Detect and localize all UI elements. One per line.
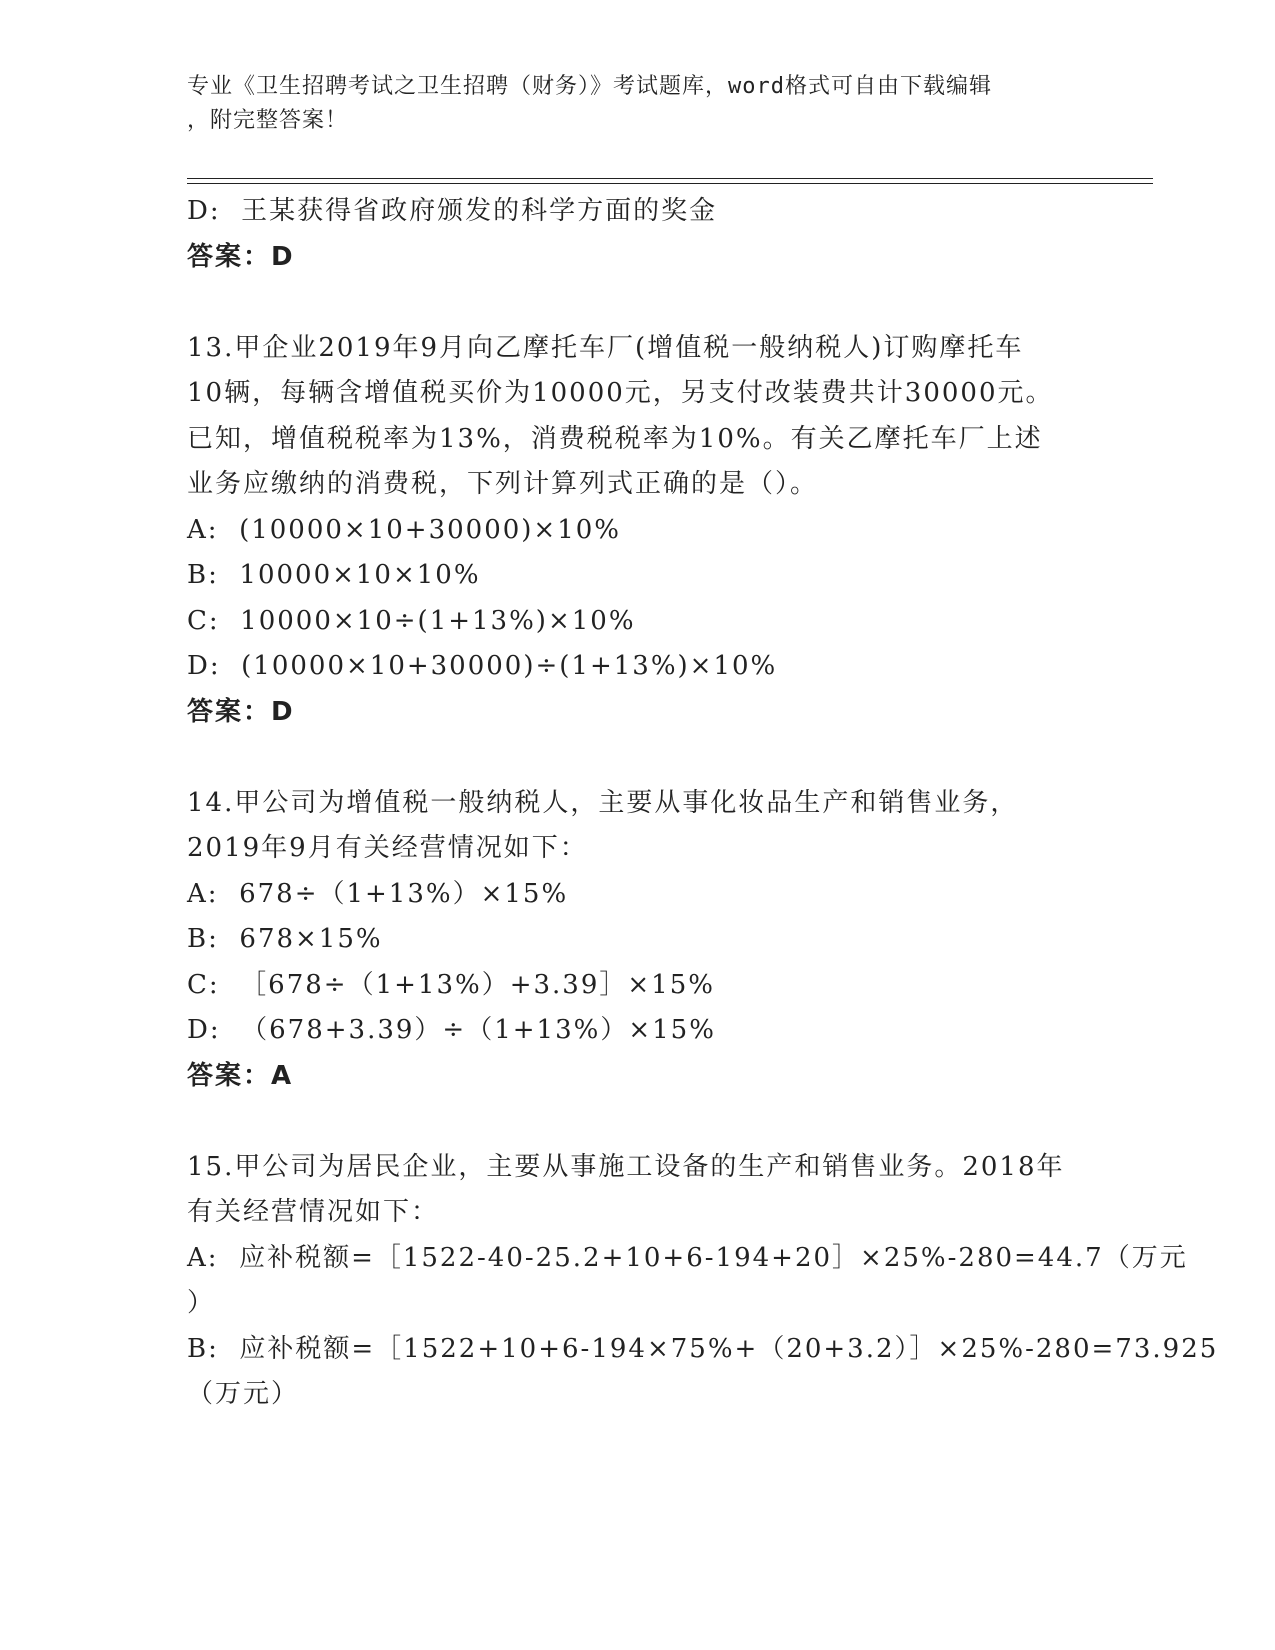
q14-stem-line-2: 2019年9月有关经营情况如下： (187, 833, 588, 863)
q13-stem-line-1: 13.甲企业2019年9月向乙摩托车厂(增值税一般纳税人)订购摩托车 (187, 332, 1024, 363)
header-line-1: 专业《卫生招聘考试之卫生招聘（财务）》考试题库，word格式可自由下载编辑 (187, 74, 992, 99)
q15-option-b: B: 应补税额=［1522+10+6-194×75%+（20+3.2）］×25%-280=73.925 (187, 1333, 1219, 1364)
q13-option-b: B: 10000×10×10% (187, 560, 481, 590)
q14-option-c: C: ［678÷（1+13%）+3.39］×15% (187, 969, 715, 1000)
header-divider-bottom (187, 183, 1153, 184)
q14-stem-line-1: 14.甲公司为增值税一般纳税人，主要从事化妆品生产和销售业务， (187, 787, 1019, 818)
q14-answer: 答案：A (187, 1060, 294, 1091)
q14-option-b: B: 678×15% (187, 924, 383, 954)
q13-option-c: C: 10000×10÷(1+13%)×10% (187, 605, 636, 636)
q15-option-a: A: 应补税额=［1522-40-25.2+10+6-194+20］×25%-280=44.7（万元 (187, 1242, 1188, 1273)
q13-option-a: A: (10000×10+30000)×10% (187, 514, 622, 545)
q12-answer: 答案：D (187, 241, 295, 272)
q14-option-a: A: 678÷（1+13%）×15% (187, 878, 569, 909)
q15-stem-line-1: 15.甲公司为居民企业，主要从事施工设备的生产和销售业务。2018年 (187, 1151, 1065, 1182)
q13-option-d: D: (10000×10+30000)÷(1+13%)×10% (187, 651, 778, 681)
q12-option-d: D: 王某获得省政府颁发的科学方面的奖金 (187, 196, 718, 226)
q15-option-a-cont: ） (187, 1288, 216, 1318)
q15-stem-line-2: 有关经营情况如下： (187, 1197, 440, 1227)
q13-stem-line-2: 10辆，每辆含增值税买价为10000元，另支付改装费共计30000元。 (187, 378, 1054, 408)
spacer (187, 735, 1087, 781)
q14-option-d: D: （678+3.39）÷（1+13%）×15% (187, 1015, 716, 1045)
q13-answer: 答案：D (187, 696, 295, 727)
document-header (187, 70, 1087, 138)
spacer (187, 280, 1087, 326)
q13-stem-line-4: 业务应缴纳的消费税，下列计算列式正确的是（）。 (187, 469, 819, 499)
q15-option-b-cont: （万元） (187, 1379, 300, 1409)
q13-stem-line-3: 已知，增值税税率为13%，消费税税率为10%。有关乙摩托车厂上述 (187, 423, 1043, 454)
header-line-2: ，附完整答案！ (187, 108, 349, 133)
document-body (187, 189, 1219, 1418)
header-divider-top (187, 178, 1153, 179)
spacer (187, 1099, 1087, 1145)
